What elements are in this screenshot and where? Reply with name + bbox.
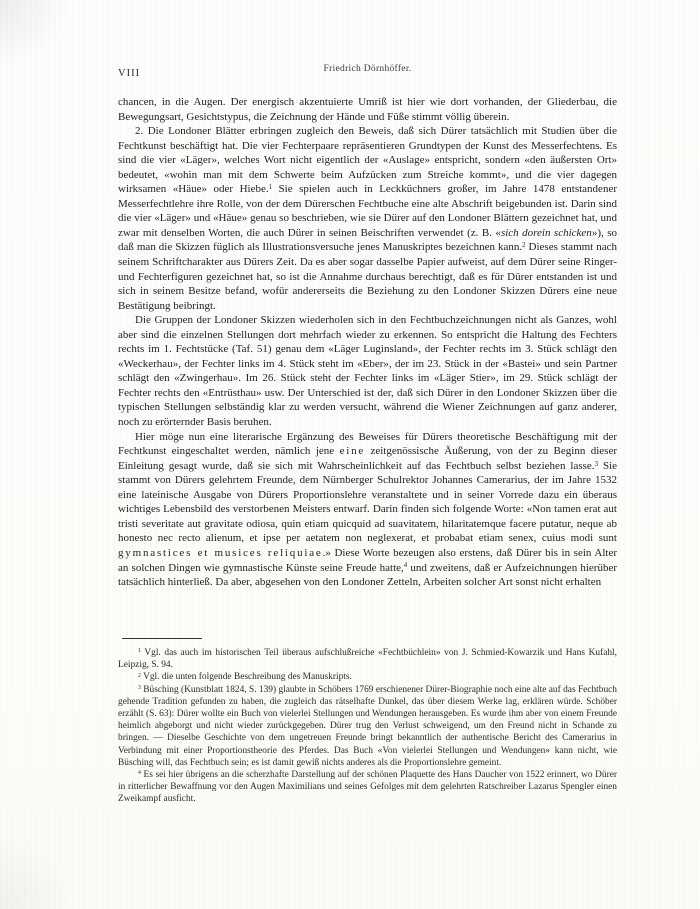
text-segment: Die Gruppen der Londoner Skizzen wiederholen sich in den Fechtbuchzeichnungen nicht als Ganzes, wohl aber sind die einzelnen Stellungen dort mehrfach wieder zu erkennen. So entspricht die Haltung des Fechters rechts im 1. Fechtstücke (Taf. 51) genau dem «Läger Luginsland», der Fechter rechts im 3. Stück schlägt den «Weckerhau», der Fechter links im 4. Stück steht im «Eber», der im 23. Stück in der «Bastei» und sein Partner schlägt den «Zwingerhau». Im 26. Stück steht der Fechter links im «Läger Stier», im 29. Stück schlägt der Fechter rechts den «Entrüsthau» usw. Der Unterschied ist der, daß sich Dürer in den Londoner Skizzen über die typischen Stellungen selbständig klar zu werden versucht, während die Wiener Zeichnungen auf ganz anderer, noch zu erörternder Basis beruhen. (118, 314, 617, 429)
running-title: Friedrich Dörnhöffer. (323, 64, 412, 74)
text-segment: chancen, in die Augen. Der energisch akzentuierte Umriß ist hier wie dort vorhanden, der Gliederbau, die Bewegungsart, Gesichtstypus, die Zeichnung der Hände und Füße stimmt völlig überein. (118, 96, 617, 123)
footnote-separator (122, 638, 202, 639)
text-segment: zeitgenössische Äußerung, von der zu Beginn dieser Einleitung gesagt wurde, daß sie sich mit Wahrscheinlichkeit auf das Fechtbuch selbst beziehen lasse. (118, 445, 617, 472)
body-paragraph (118, 95, 617, 124)
body-paragraph (118, 124, 617, 313)
text-segment: gymnastices et musices reliquiae (118, 546, 323, 559)
text-segment: Hier möge nun eine literarische Ergänzung des Beweises für Dürers theoretische Beschäftigung mit der Fechtkunst eingeschaltet werden, nämlich jene (118, 430, 617, 458)
text-segment: Dieses stammt nach seinem Schriftcharakter aus Dürers Zeit. Da es aber sogar dasselbe Papier aufweist, auf dem Dürer seine Ringer- und Fechterfiguren gezeichnet hat, so ist die Annahme durchaus berechtigt, daß es für Dürer entstanden ist und sich in seinem Besitze befand, wofür andererseits die Beziehung zu den Londoner Skizzen Dürers eine neue Bestätigung beibringt. (118, 241, 617, 312)
footnote (118, 671, 617, 683)
text-segment: Sie stammt von Dürers gelehrtem Freunde, dem Nürnberger Schulrektor Johannes Camerarius, der im Jahre 1532 eine lateinische Ausgabe von Dürers Proportionslehre veranstaltete und in seiner Vorrede dazu ein überaus wichtiges Lebensbild des verstorbenen Meisters entwarf. Darin finden sich folgende Worte: «Non tamen erat aut tristi severitate aut gravitate odiosa, quin etiam quicquid ad suavitatem, hilaritatemque facere putatur, neque ab honesto nec recto alienum, et ipse per aetatem non neglexerat, et probabat etiam senex, cuius modi sunt (118, 459, 617, 545)
text-segment: 2. Die Londoner Blätter erbringen zugleich den Beweis, daß sich Dürer tatsächlich mit Studien über die Fechtkunst beschäftigt hat. Die vier Fechterpaare repräsentieren Grundtypen der Kunst des Messerfechtens. Es sind die vier «Läger», welches Wort nicht eigentlich der «Auslage» entspricht, sondern «den äußersten Ort» bedeutet, «wohin man mit dem Schwerte beim Aufzücken zum Streiche kommt», und die vier dagegen wirksamen «Häue» oder Hiebe. (118, 125, 617, 196)
text-segment: und zweitens, daß er Aufzeichnungen hierüber tatsächlich hinterließ. Da aber, abgesehen von den Londoner Zetteln, Arbeiten solcher Art sonst nicht erhalten (118, 561, 617, 589)
footnote (118, 647, 617, 671)
footnote-marker: 1 (138, 648, 141, 655)
text-segment: sich dorein schicken (500, 226, 592, 239)
body-paragraph (118, 430, 617, 590)
footnote-ref: 4 (403, 562, 408, 570)
text-segment: .» Diese Worte bezeugen also erstens, daß Dürer bis in sein Alter an solchen Dingen wie gymnastische Künste seine Freude hatte, (118, 546, 617, 574)
footnote-ref: 3 (594, 460, 598, 468)
footnote-ref: 2 (522, 242, 526, 250)
text-segment: »), so daß man die Skizzen füglich als Illustrationsversuche jenes Manuskriptes bezeichnen kann. (118, 226, 617, 254)
footnote (118, 769, 617, 806)
footnote-marker: 3 (138, 685, 141, 691)
main-text-block (118, 95, 617, 590)
text-segment: Vgl. die unten folgende Beschreibung des Manuskripts. (140, 672, 352, 683)
text-segment: Es sei hier übrigens an die scherzhafte Darstellung auf der schönen Plaquette des Hans Daucher von 1522 erinnert, wo Dürer in ritterlicher Bewaffnung vor den Augen Maximilians und seines Gefolges mit dem gelehrten Ratschreiber Lazarus Spengler einen Zweikampf ausficht. (118, 770, 617, 805)
text-segment: Büsching (Kunstblatt 1824, S. 139) glaubte in Schöbers 1769 erschienener Dürer-Biographie noch eine alte auf das Fechtbuch gehende Tradition gefunden zu haben, die zugleich das rätselhafte Dunkel, das über diesem Werke lag, erklären würde. Schöber erzählt (S. 63): Dürer wollte ein Buch von vielerlei Stellungen und Wendungen herausgeben. Es wurde ihm aber von einem Freunde heimlich abgeborgt und nicht wieder zurückgegeben. Dürer trug den Verlust schweigend, um den Freund nicht in Schande zu bringen. — Dieselbe Geschichte von dem ungetreuen Freunde bringt bekanntlich der authentische Bericht des Camerarius in Verbindung mit einer Proportionstheorie des Pferdes. Das Buch «Von vielerlei Stellungen und Wendungen» kann nicht, wie Büsching will, das Fechtbuch sein; es ist damit gewiß nichts anderes als die Proportionslehre gemeint. (118, 684, 617, 768)
body-paragraph (118, 313, 617, 429)
footnote-marker: 2 (138, 672, 141, 679)
text-segment: eine (339, 445, 366, 458)
footnote-ref: 1 (268, 184, 273, 192)
footnote (118, 684, 617, 769)
footnotes-block (118, 647, 617, 806)
footnote-marker: 4 (138, 770, 141, 777)
running-header (118, 64, 617, 80)
text-segment: Sie spielen auch in Leckküchners großer, im Jahre 1478 entstandener Messerfechtlehre ihre Rolle, von der dem Dürerschen Fechtbuche eine alte Abschrift beigebunden ist. Darin sind die vier «Läger» und «Häue» genau so beschrieben, wie sie Dürer auf den Londoner Blättern gezeichnet hat, und zwar mit denselben Worten, die auch Dürer in seinen Beischriften verwendet (z. B. « (118, 183, 617, 239)
page-number: VIII (118, 68, 141, 79)
text-segment: Vgl. das auch im historischen Teil überaus aufschlußreiche «Fechtbüchlein» von J. Schmied-Kowarzik und Hans Kufahl, Leipzig, S. 94. (118, 648, 617, 671)
